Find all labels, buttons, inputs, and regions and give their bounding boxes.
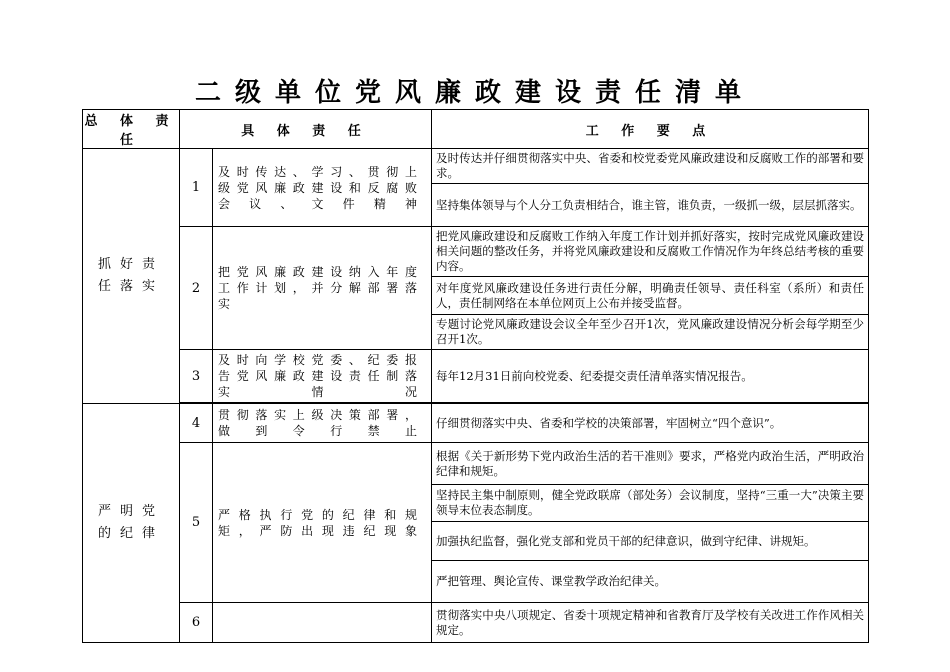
item-number: 1 <box>180 149 213 227</box>
work-point: 对年度党风廉政建设任务进行责任分解，明确责任领导、责任科室（系所）和责任人，责任制网络在本单位网页上公布并接受监督。 <box>432 277 869 315</box>
table-row <box>83 603 869 643</box>
work-point: 贯彻落实中央八项规定、省委十项规定精神和省教育厅及学校有关改进工作作风相关规定。 <box>432 603 869 643</box>
work-point: 把党风廉政建设和反腐败工作纳入年度工作计划并抓好落实，按时完成党风廉政建设相关问题的整改任务，并将党风廉政建设和反腐败工作情况作为年终总结考核的重要内容。 <box>432 227 869 277</box>
work-point: 坚持集体领导与个人分工负责相结合，谁主管，谁负责，一级抓一级，层层抓落实。 <box>432 184 869 227</box>
responsibility-table <box>82 109 869 643</box>
item-text: 贯彻落实上级决策部署，做到令行禁止 <box>213 404 432 443</box>
item-text: 严格执行党的纪律和规矩，严防出现违纪现象 <box>213 443 432 603</box>
item-number: 4 <box>180 404 213 443</box>
work-point: 严把管理、舆论宣传、课堂教学政治纪律关。 <box>432 561 869 603</box>
item-text: 把党风廉政建设纳入年度工作计划，并分解部署落实 <box>213 227 432 350</box>
work-point: 加强执纪监督，强化党支部和党员干部的纪律意识，做到守纪律、讲规矩。 <box>432 522 869 561</box>
table-row <box>83 350 869 403</box>
header-specific: 具 体 责 任 <box>180 110 432 149</box>
item-number: 6 <box>180 603 213 643</box>
item-text <box>213 603 432 643</box>
item-number: 5 <box>180 443 213 603</box>
work-point: 坚持民主集中制原则，健全党政联席（部处务）会议制度，坚持“三重一大”决策主要领导末位表态制度。 <box>432 485 869 522</box>
item-number: 2 <box>180 227 213 350</box>
page-title: 二级单位党风廉政建设责任清单 <box>194 78 755 108</box>
table-row <box>83 149 869 184</box>
item-number: 3 <box>180 350 213 403</box>
header-points: 工 作 要 点 <box>432 110 869 149</box>
table-row <box>83 443 869 485</box>
work-point: 仔细贯彻落实中央、省委和学校的决策部署，牢固树立“四个意识”。 <box>432 404 869 443</box>
work-point: 专题讨论党风廉政建设会议全年至少召开1次，党风廉政建设情况分析会每学期至少召开1次。 <box>432 315 869 350</box>
table-row <box>83 404 869 443</box>
item-text: 及时传达、学习、贯彻上级党风廉政建设和反腐败会议、文件精神 <box>213 149 432 227</box>
table-header-row <box>83 110 869 149</box>
table-row <box>83 227 869 277</box>
work-point: 每年12月31日前向校党委、纪委提交责任清单落实情况报告。 <box>432 350 869 403</box>
work-point: 根据《关于新形势下党内政治生活的若干准则》要求，严格党内政治生活，严明政治纪律和规矩。 <box>432 443 869 485</box>
category-cell: 抓好责任落实 <box>83 149 180 404</box>
category-cell: 严明党的纪律 <box>83 404 180 643</box>
header-overall: 总 体 责 任 <box>83 110 180 149</box>
item-text: 及时向学校党委、纪委报告党风廉政建设责任制落实情况 <box>213 350 432 403</box>
work-point: 及时传达并仔细贯彻落实中央、省委和校党委党风廉政建设和反腐败工作的部署和要求。 <box>432 149 869 184</box>
